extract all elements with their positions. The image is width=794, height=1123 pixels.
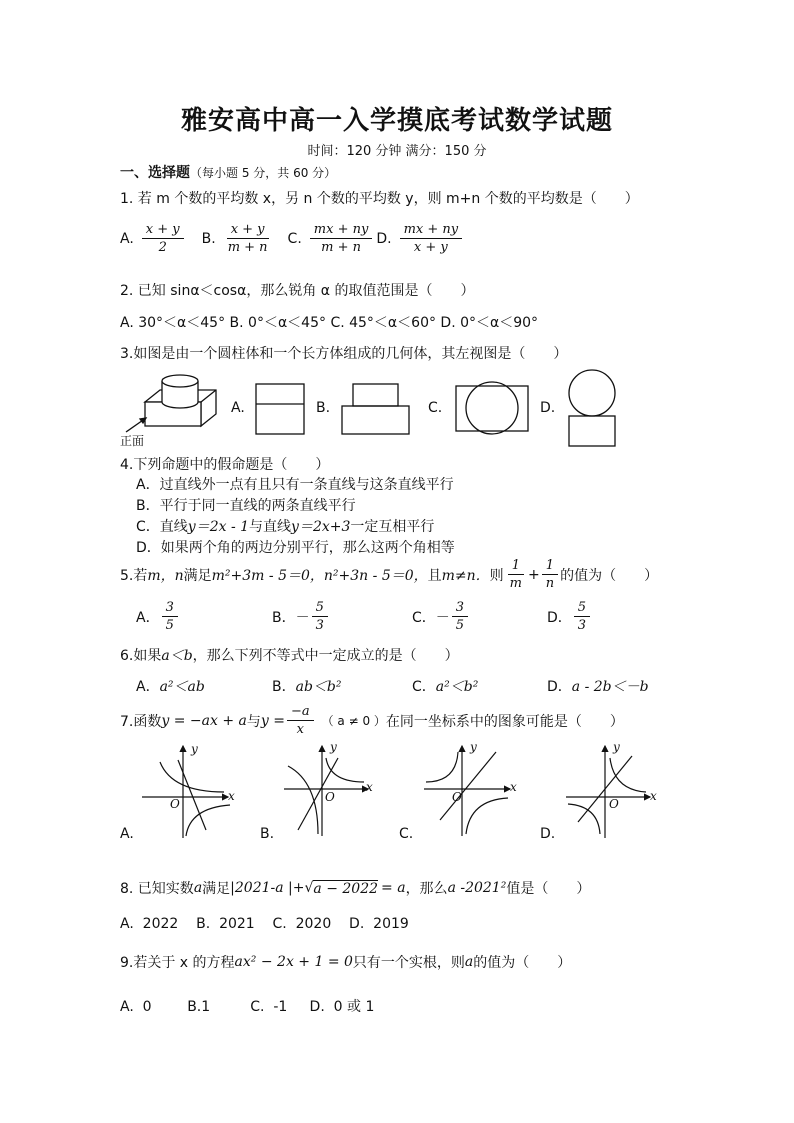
q4-stem: 4.下列命题中的假命题是（ ） <box>120 457 330 473</box>
q7-option-d-label: D. <box>540 826 556 842</box>
page-title: 雅安高中高一入学摸底考试数学试题 <box>180 106 613 136</box>
q5-c-label: C．－ <box>412 609 450 626</box>
q5-f1-num: 1 <box>508 558 524 575</box>
q4-c-eq2: y＝2x+3 <box>291 519 351 535</box>
q5-pre: 5.若 <box>120 567 148 584</box>
q3-option-a-label: A. <box>231 400 245 416</box>
q7-mid: 与 <box>246 713 261 730</box>
q7-b-x-label: x <box>366 780 373 794</box>
q6-b-label: B． <box>272 679 296 695</box>
q5-c-num: 3 <box>452 600 468 617</box>
q1-option-c-label: C. <box>287 230 302 247</box>
q1-a-den: 2 <box>158 240 167 255</box>
q7-graph-c <box>424 746 510 836</box>
q9-eq: ax² − 2x + 1 = 0 <box>234 954 353 970</box>
q7-c-x-label: x <box>510 780 517 794</box>
q6-d-label: D． <box>547 679 572 695</box>
q4-c-mid: 与直线 <box>249 519 292 535</box>
q7-f2-num: −a <box>287 704 314 721</box>
q1-c-den: m + n <box>321 240 361 255</box>
q4-c-pre: C．直线 <box>136 519 188 535</box>
q9-mid: 只有一个实根，则 <box>352 955 465 971</box>
q9-post: 的值为（ ） <box>473 955 572 971</box>
exam-info: 时间：120 分钟 满分：150 分 <box>307 144 487 159</box>
q1-option-a-label: A. <box>120 230 134 247</box>
q9-stem <box>120 952 571 972</box>
q6-c-expr: a²＜b² <box>435 679 479 695</box>
q1-stem: 1. 若 m 个数的平均数 x，另 n 个数的平均数 y，则 m+n 个数的平均数是（ ） <box>120 191 639 207</box>
q7-c-origin: O <box>452 790 462 804</box>
q5-neq: m≠n． <box>441 567 490 584</box>
q7-d-x-label: x <box>650 789 657 803</box>
q5-vars: m，n <box>147 567 184 584</box>
q8-stem <box>120 878 590 898</box>
q3-option-b-label: B. <box>316 400 331 416</box>
q5-b-num: 5 <box>312 600 328 617</box>
q1-option-b-label: B. <box>201 230 216 247</box>
q8-eq: = a <box>381 880 406 896</box>
q8-expr2: a -2021² <box>447 880 507 896</box>
q7-c-y-label: y <box>470 740 477 754</box>
q4-option-a: A．过直线外一点有且只有一条直线与这条直线平行 <box>136 477 454 493</box>
q7-graph-a <box>142 746 230 838</box>
q8-var: a <box>193 880 203 896</box>
q7-d-origin: O <box>609 797 619 811</box>
q6-cond: a＜b <box>161 648 193 664</box>
q1-b-num: x + y <box>227 222 269 239</box>
q5-b-den: 3 <box>315 618 324 633</box>
q7-cond: （ a ≠ 0 ） <box>321 714 386 728</box>
q8-post: 值是（ ） <box>506 881 591 897</box>
q5-b-label: B．－ <box>272 609 310 626</box>
q7-b-y-label: y <box>330 740 337 754</box>
q3-front-label: 正面 <box>120 434 145 448</box>
q5-a-den: 5 <box>165 618 174 633</box>
q5-d-label: D． <box>547 609 572 626</box>
q7-b-origin: O <box>325 790 335 804</box>
q7-graph-d <box>566 746 650 838</box>
q6-c-label: C． <box>412 679 436 695</box>
q1-d-num: mx + ny <box>400 222 463 239</box>
q4-option-d: D．如果两个角的两边分别平行，那么这两个角相等 <box>136 540 455 556</box>
q7-f2-den: x <box>296 722 304 737</box>
q3-option-c-label: C. <box>428 400 443 416</box>
q8-pre: 8. 已知实数 <box>120 881 194 897</box>
q6-post: ，那么下列不等式中一定成立的是（ ） <box>192 648 459 664</box>
q7-f2-lhs: y = <box>260 712 285 729</box>
q8-mid: 满足 <box>202 881 231 897</box>
q7-option-b-label: B. <box>260 826 275 842</box>
q5-post: 的值为（ ） <box>560 567 659 584</box>
q7-post: 在同一坐标系中的图象可能是（ ） <box>385 713 624 730</box>
q5-then: 则 <box>489 567 504 584</box>
q6-a-expr: a²＜ab <box>159 679 205 695</box>
q5-a-label: A． <box>136 609 160 626</box>
q1-a-num: x + y <box>142 222 184 239</box>
q7-f1: y = −ax + a <box>161 712 247 729</box>
q7-a-x-label: x <box>228 789 235 803</box>
q7-a-origin: O <box>170 797 180 811</box>
q1-d-den: x + y <box>413 240 448 255</box>
q2-options: A. 30°＜α＜45° B. 0°＜α＜45° C. 45°＜α＜60° D. 0°＜α＜90° <box>120 315 539 331</box>
q5-d-den: 3 <box>577 618 587 633</box>
q8-sqrt-inner: a − 2022 <box>313 880 379 897</box>
q3-stem: 3.如图是由一个圆柱体和一个长方体组成的几何体，其左视图是（ ） <box>120 346 568 362</box>
q5-cond1: 满足 <box>183 567 212 584</box>
q6-a-label: A． <box>136 679 160 695</box>
q7-d-y-label: y <box>613 740 620 754</box>
q9-var: a <box>464 954 474 970</box>
q1-c-num: mx + ny <box>310 222 373 239</box>
q4-option-b: B．平行于同一直线的两条直线平行 <box>136 498 356 514</box>
q5-f1-den: m <box>509 576 522 591</box>
q7-pre: 7.函数 <box>120 713 162 730</box>
q2-stem: 2. 已知 sinα＜cosα，那么锐角 α 的取值范围是（ ） <box>120 283 475 299</box>
q1-b-den: m + n <box>227 240 268 255</box>
q7-option-a-label: A. <box>120 826 134 842</box>
q6-b-expr: ab＜b² <box>295 679 342 695</box>
q6-pre: 6.如果 <box>120 648 162 664</box>
section-label: 一、选择题 <box>120 165 190 181</box>
q4-c-eq1: y＝2x - 1 <box>187 519 250 535</box>
q1-option-d-label: D. <box>376 230 392 247</box>
q4-c-post: 一定互相平行 <box>350 519 435 535</box>
q5-f2-den: n <box>545 576 555 591</box>
q9-pre: 9.若关于 x 的方程 <box>120 955 235 971</box>
q5-d-num: 5 <box>574 600 590 617</box>
sqrt-icon: √ <box>304 880 314 896</box>
q5-plus: + <box>528 566 540 583</box>
section-note: （每小题 5 分，共 60 分） <box>190 166 337 180</box>
q8-expr1: |2021-a |+ <box>230 880 305 896</box>
q7-a-y-label: y <box>191 742 198 756</box>
q8-options: A. 2022 B. 2021 C. 2020 D. 2019 <box>120 916 409 932</box>
q9-options: A. 0 B.1 C. -1 D. 0 或 1 <box>120 999 375 1015</box>
q5-cond2: 且 <box>427 567 442 584</box>
q5-c-den: 5 <box>455 618 465 633</box>
q3-option-d-label: D. <box>540 400 556 416</box>
q5-f2-num: 1 <box>542 558 558 575</box>
q6-d-expr: a - 2b＜－b <box>571 679 649 695</box>
q5-eq1: m²+3m - 5＝0，n²+3n - 5＝0， <box>211 567 428 584</box>
q8-then: ，那么 <box>405 881 448 897</box>
q5-a-num: 3 <box>162 600 178 617</box>
q7-option-c-label: C. <box>399 826 414 842</box>
